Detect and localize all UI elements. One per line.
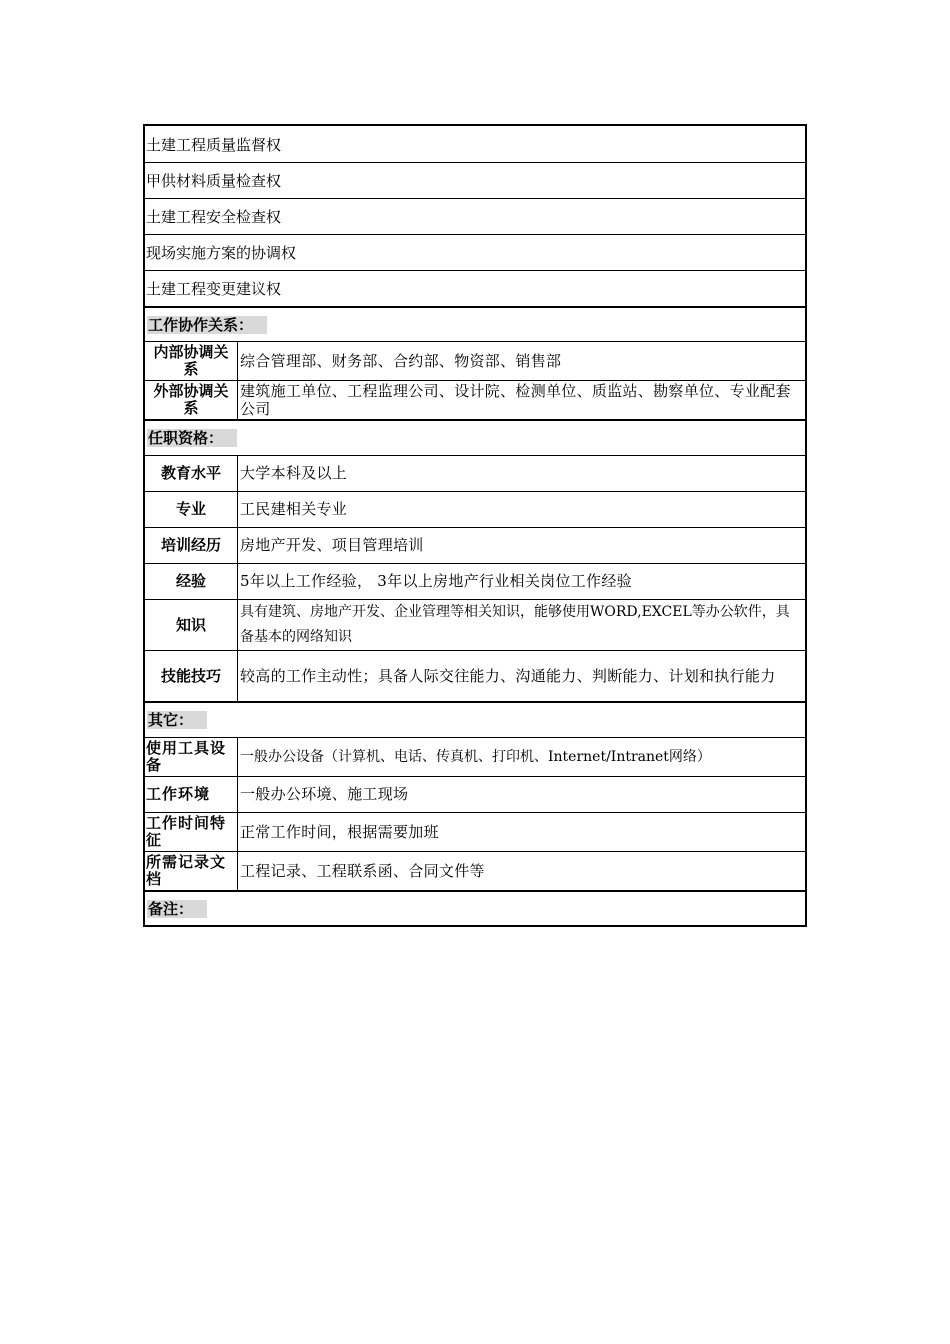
row-label: 内部协调关系 [145, 342, 238, 380]
row-label: 工作环境 [145, 777, 238, 812]
section-header-other [145, 701, 805, 737]
power-text: 土建工程质量监督权 [146, 135, 282, 154]
power-row [145, 198, 805, 234]
row-label: 培训经历 [145, 528, 238, 563]
section-title: 工作协作关系： [147, 316, 267, 334]
row-label: 技能技巧 [145, 651, 238, 701]
row-label: 使用工具设备 [145, 738, 238, 776]
power-row [145, 234, 805, 270]
row-label: 教育水平 [145, 456, 238, 491]
row-label: 工作时间特征 [145, 813, 238, 851]
row-value: 综合管理部、财务部、合约部、物资部、销售部 [240, 351, 562, 370]
row-label: 所需记录文档 [145, 852, 238, 890]
row-label: 经验 [145, 564, 238, 599]
section-title: 备注： [147, 900, 207, 918]
row-value: 较高的工作主动性；具备人际交往能力、沟通能力、判断能力、计划和执行能力 [240, 666, 776, 685]
section-header-qualifications [145, 419, 805, 455]
info-row [145, 650, 805, 701]
row-value: 大学本科及以上 [240, 464, 348, 482]
power-row [145, 162, 805, 198]
power-text: 甲供材料质量检查权 [146, 172, 282, 190]
power-text: 土建工程安全检查权 [146, 208, 282, 226]
section-title: 其它： [147, 711, 207, 729]
power-text: 土建工程变更建议权 [146, 280, 282, 298]
row-value: 一般办公设备（计算机、电话、传真机、打印机、Internet/Intranet网络） [240, 748, 711, 765]
power-row [145, 270, 805, 306]
power-row [145, 126, 805, 162]
row-value: 工民建相关专业 [240, 500, 348, 518]
info-row [145, 599, 805, 650]
info-row [145, 455, 805, 491]
row-label: 专业 [145, 492, 238, 527]
info-row [145, 737, 805, 776]
info-row [145, 491, 805, 527]
job-description-table [143, 124, 807, 927]
info-row [145, 527, 805, 563]
info-row [145, 776, 805, 812]
info-row [145, 380, 805, 419]
info-row [145, 812, 805, 851]
info-row [145, 563, 805, 599]
info-row [145, 851, 805, 890]
power-text: 现场实施方案的协调权 [146, 244, 297, 262]
section-header-remarks [145, 890, 805, 925]
row-value: 正常工作时间，根据需要加班 [240, 822, 439, 841]
section-header-cooperation [145, 306, 805, 341]
row-value: 房地产开发、项目管理培训 [240, 536, 424, 554]
info-row [145, 341, 805, 380]
row-value: 具有建筑、房地产开发、企业管理等相关知识，能够使用WORD,EXCEL等办公软件，具备基本的网络知识 [240, 604, 790, 645]
row-label: 外部协调关系 [145, 381, 238, 419]
row-label: 知识 [145, 600, 238, 650]
row-value: 工程记录、工程联系函、合同文件等 [240, 861, 485, 880]
section-title: 任职资格： [147, 429, 237, 447]
row-value: 建筑施工单位、工程监理公司、设计院、检测单位、质监站、勘察单位、专业配套公司 [240, 382, 791, 418]
row-value: 5年以上工作经验， 3年以上房地产行业相关岗位工作经验 [240, 572, 632, 590]
row-value: 一般办公环境、施工现场 [240, 785, 409, 803]
